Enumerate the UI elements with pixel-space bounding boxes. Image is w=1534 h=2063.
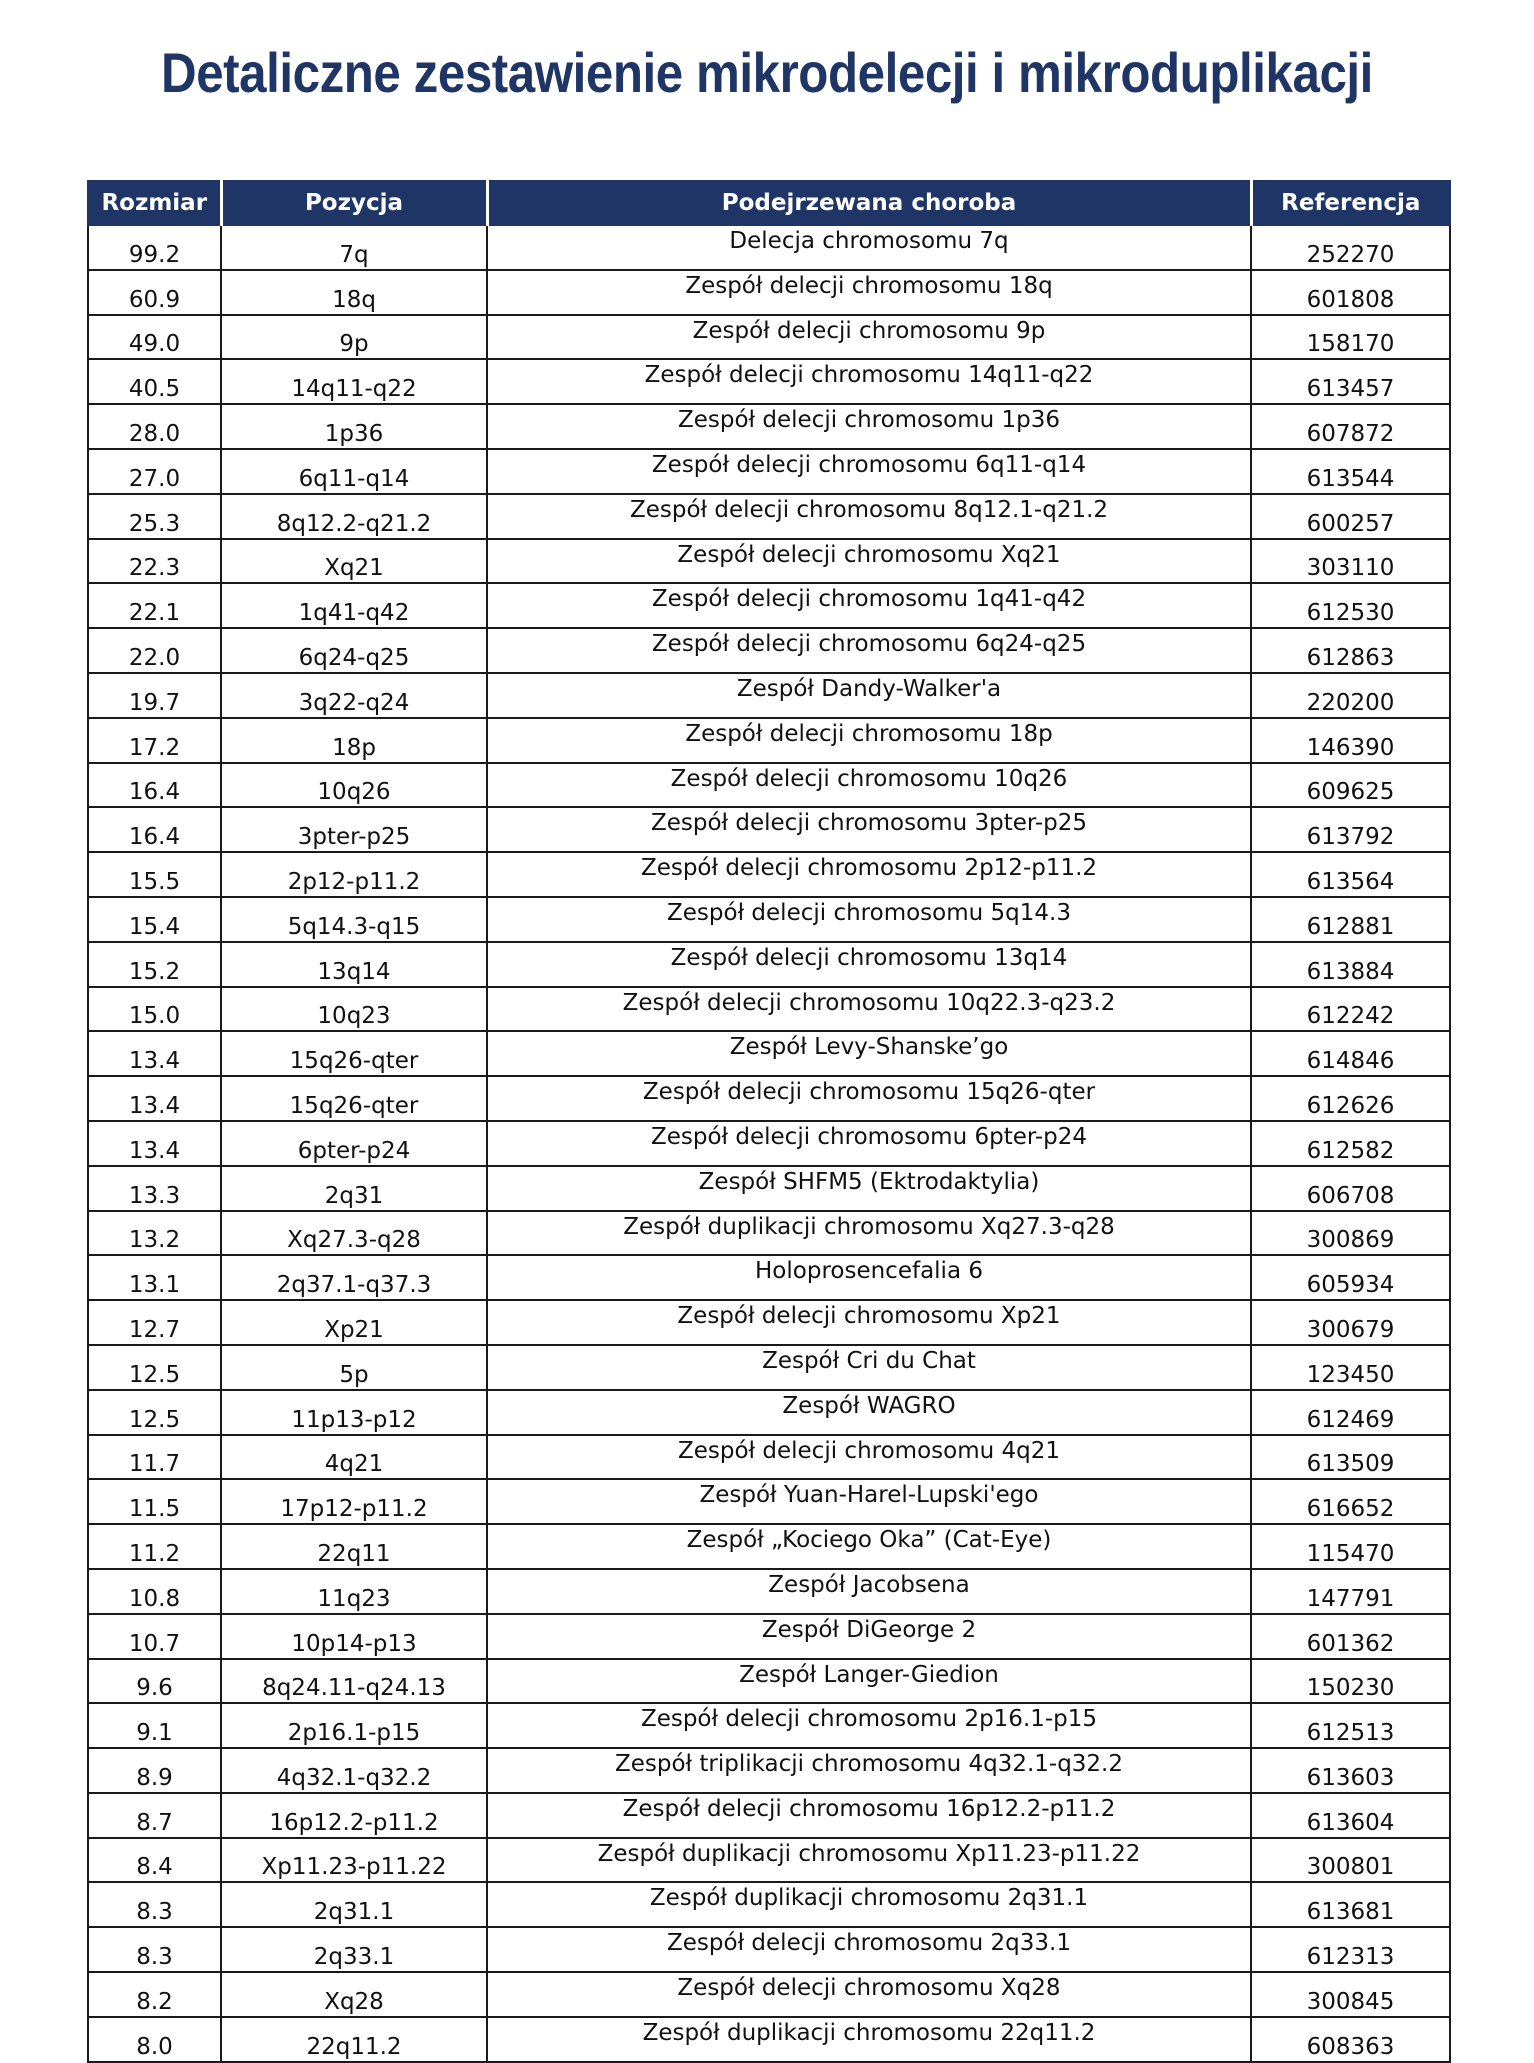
cell-reference: 612242 bbox=[1251, 987, 1450, 1032]
cell-position: 18p bbox=[221, 718, 487, 763]
cell-size: 8.3 bbox=[88, 1882, 221, 1927]
table-row bbox=[88, 1614, 1450, 1659]
cell-size: 9.1 bbox=[88, 1703, 221, 1748]
cell-reference: 612469 bbox=[1251, 1390, 1450, 1435]
page-title: Detaliczne zestawienie mikrodelecji i mikroduplikacji bbox=[161, 41, 1373, 104]
cell-reference: 613509 bbox=[1251, 1435, 1450, 1480]
cell-reference: 612863 bbox=[1251, 628, 1450, 673]
cell-position: 10p14-p13 bbox=[221, 1614, 487, 1659]
cell-position: 11q23 bbox=[221, 1569, 487, 1614]
table-row bbox=[88, 494, 1450, 539]
table-row bbox=[88, 539, 1450, 584]
cell-disease: Zespół duplikacji chromosomu 2q31.1 bbox=[487, 1882, 1251, 1927]
cell-size: 9.6 bbox=[88, 1659, 221, 1704]
table-row bbox=[88, 1882, 1450, 1927]
cell-disease: Holoprosencefalia 6 bbox=[487, 1255, 1251, 1300]
cell-position: 4q32.1-q32.2 bbox=[221, 1748, 487, 1793]
cell-size: 8.9 bbox=[88, 1748, 221, 1793]
cell-position: 2p16.1-p15 bbox=[221, 1703, 487, 1748]
cell-position: 3q22-q24 bbox=[221, 673, 487, 718]
table-row bbox=[88, 1435, 1450, 1480]
cell-size: 22.0 bbox=[88, 628, 221, 673]
cell-position: 4q21 bbox=[221, 1435, 487, 1480]
cell-disease: Zespół delecji chromosomu Xq28 bbox=[487, 1972, 1251, 2017]
cell-reference: 300845 bbox=[1251, 1972, 1450, 2017]
cell-disease: Zespół delecji chromosomu 4q21 bbox=[487, 1435, 1251, 1480]
cell-size: 19.7 bbox=[88, 673, 221, 718]
cell-reference: 601362 bbox=[1251, 1614, 1450, 1659]
cell-disease: Zespół delecji chromosomu 10q22.3-q23.2 bbox=[487, 987, 1251, 1032]
cell-reference: 612582 bbox=[1251, 1121, 1450, 1166]
cell-reference: 158170 bbox=[1251, 315, 1450, 360]
cell-disease: Zespół delecji chromosomu 16p12.2-p11.2 bbox=[487, 1793, 1251, 1838]
table-row bbox=[88, 1748, 1450, 1793]
cell-size: 15.4 bbox=[88, 897, 221, 942]
cell-disease: Zespół delecji chromosomu 13q14 bbox=[487, 942, 1251, 987]
table-row bbox=[88, 852, 1450, 897]
cell-size: 28.0 bbox=[88, 404, 221, 449]
cell-position: 1q41-q42 bbox=[221, 583, 487, 628]
cell-reference: 612881 bbox=[1251, 897, 1450, 942]
cell-position: Xp21 bbox=[221, 1300, 487, 1345]
cell-disease: Zespół delecji chromosomu 3pter-p25 bbox=[487, 807, 1251, 852]
cell-reference: 613792 bbox=[1251, 807, 1450, 852]
cell-disease: Zespół duplikacji chromosomu Xq27.3-q28 bbox=[487, 1211, 1251, 1256]
cell-reference: 220200 bbox=[1251, 673, 1450, 718]
cell-disease: Zespół delecji chromosomu 6q24-q25 bbox=[487, 628, 1251, 673]
cell-disease: Zespół Langer-Giedion bbox=[487, 1659, 1251, 1704]
cell-reference: 612313 bbox=[1251, 1927, 1450, 1972]
cell-size: 13.1 bbox=[88, 1255, 221, 1300]
cell-reference: 123450 bbox=[1251, 1345, 1450, 1390]
cell-size: 16.4 bbox=[88, 763, 221, 808]
cell-disease: Zespół delecji chromosomu 1q41-q42 bbox=[487, 583, 1251, 628]
cell-position: 17p12-p11.2 bbox=[221, 1479, 487, 1524]
table-row bbox=[88, 1345, 1450, 1390]
table-row bbox=[88, 897, 1450, 942]
cell-size: 27.0 bbox=[88, 449, 221, 494]
cell-reference: 612530 bbox=[1251, 583, 1450, 628]
cell-position: 16p12.2-p11.2 bbox=[221, 1793, 487, 1838]
cell-reference: 612513 bbox=[1251, 1703, 1450, 1748]
cell-size: 13.4 bbox=[88, 1031, 221, 1076]
cell-disease: Zespół delecji chromosomu Xq21 bbox=[487, 539, 1251, 584]
table-row bbox=[88, 359, 1450, 404]
table-row bbox=[88, 1524, 1450, 1569]
cell-size: 8.7 bbox=[88, 1793, 221, 1838]
cell-size: 11.2 bbox=[88, 1524, 221, 1569]
cell-position: Xq21 bbox=[221, 539, 487, 584]
cell-position: 10q26 bbox=[221, 763, 487, 808]
cell-position: 6q11-q14 bbox=[221, 449, 487, 494]
table-row bbox=[88, 987, 1450, 1032]
table-row bbox=[88, 718, 1450, 763]
table-row bbox=[88, 1972, 1450, 2017]
cell-reference: 613564 bbox=[1251, 852, 1450, 897]
table-row bbox=[88, 1121, 1450, 1166]
cell-disease: Zespół delecji chromosomu 8q12.1-q21.2 bbox=[487, 494, 1251, 539]
cell-size: 10.8 bbox=[88, 1569, 221, 1614]
table-row bbox=[88, 270, 1450, 315]
cell-position: 14q11-q22 bbox=[221, 359, 487, 404]
cell-reference: 613884 bbox=[1251, 942, 1450, 987]
cell-size: 8.3 bbox=[88, 1927, 221, 1972]
cell-size: 22.3 bbox=[88, 539, 221, 584]
table-row bbox=[88, 583, 1450, 628]
cell-reference: 614846 bbox=[1251, 1031, 1450, 1076]
table-header-row bbox=[88, 181, 1450, 225]
cell-disease: Zespół delecji chromosomu 6pter-p24 bbox=[487, 1121, 1251, 1166]
cell-reference: 613457 bbox=[1251, 359, 1450, 404]
table-body bbox=[88, 225, 1450, 2062]
table-row bbox=[88, 1211, 1450, 1256]
cell-position: 11p13-p12 bbox=[221, 1390, 487, 1435]
cell-position: 22q11.2 bbox=[221, 2017, 487, 2062]
cell-reference: 608363 bbox=[1251, 2017, 1450, 2062]
cell-reference: 600257 bbox=[1251, 494, 1450, 539]
cell-disease: Zespół Jacobsena bbox=[487, 1569, 1251, 1614]
cell-disease: Zespół delecji chromosomu 9p bbox=[487, 315, 1251, 360]
cell-disease: Zespół Cri du Chat bbox=[487, 1345, 1251, 1390]
microdeletion-table bbox=[87, 180, 1451, 2063]
cell-disease: Zespół duplikacji chromosomu Xp11.23-p11.22 bbox=[487, 1838, 1251, 1883]
header-size: Rozmiar bbox=[88, 181, 221, 225]
cell-disease: Zespół WAGRO bbox=[487, 1390, 1251, 1435]
table-row bbox=[88, 1390, 1450, 1435]
table-row bbox=[88, 1031, 1450, 1076]
cell-disease: Zespół delecji chromosomu 18q bbox=[487, 270, 1251, 315]
table-row bbox=[88, 404, 1450, 449]
cell-position: Xp11.23-p11.22 bbox=[221, 1838, 487, 1883]
cell-reference: 146390 bbox=[1251, 718, 1450, 763]
cell-size: 8.2 bbox=[88, 1972, 221, 2017]
cell-disease: Zespół delecji chromosomu 2p16.1-p15 bbox=[487, 1703, 1251, 1748]
cell-position: 6q24-q25 bbox=[221, 628, 487, 673]
cell-reference: 613603 bbox=[1251, 1748, 1450, 1793]
table-row bbox=[88, 1479, 1450, 1524]
cell-size: 12.5 bbox=[88, 1390, 221, 1435]
cell-disease: Zespół DiGeorge 2 bbox=[487, 1614, 1251, 1659]
table-row bbox=[88, 1793, 1450, 1838]
cell-position: 2p12-p11.2 bbox=[221, 852, 487, 897]
table-row bbox=[88, 942, 1450, 987]
cell-position: 10q23 bbox=[221, 987, 487, 1032]
cell-position: 2q31.1 bbox=[221, 1882, 487, 1927]
cell-position: Xq28 bbox=[221, 1972, 487, 2017]
header-position: Pozycja bbox=[221, 181, 487, 225]
table-row bbox=[88, 1076, 1450, 1121]
cell-size: 25.3 bbox=[88, 494, 221, 539]
cell-disease: Zespół triplikacji chromosomu 4q32.1-q32.2 bbox=[487, 1748, 1251, 1793]
cell-disease: Zespół duplikacji chromosomu 22q11.2 bbox=[487, 2017, 1251, 2062]
cell-disease: Zespół SHFM5 (Ektrodaktylia) bbox=[487, 1166, 1251, 1211]
cell-position: 8q12.2-q21.2 bbox=[221, 494, 487, 539]
cell-reference: 601808 bbox=[1251, 270, 1450, 315]
header-reference: Referencja bbox=[1251, 181, 1450, 225]
cell-position: 5p bbox=[221, 1345, 487, 1390]
table-row bbox=[88, 315, 1450, 360]
cell-reference: 606708 bbox=[1251, 1166, 1450, 1211]
cell-position: 9p bbox=[221, 315, 487, 360]
table-row bbox=[88, 1166, 1450, 1211]
table-row bbox=[88, 763, 1450, 808]
cell-size: 60.9 bbox=[88, 270, 221, 315]
cell-disease: Zespół Yuan-Harel-Lupski'ego bbox=[487, 1479, 1251, 1524]
table-row bbox=[88, 449, 1450, 494]
cell-size: 99.2 bbox=[88, 225, 221, 270]
cell-reference: 605934 bbox=[1251, 1255, 1450, 1300]
table-row bbox=[88, 807, 1450, 852]
cell-size: 12.7 bbox=[88, 1300, 221, 1345]
cell-disease: Zespół delecji chromosomu 2q33.1 bbox=[487, 1927, 1251, 1972]
cell-size: 8.0 bbox=[88, 2017, 221, 2062]
cell-size: 12.5 bbox=[88, 1345, 221, 1390]
cell-position: 7q bbox=[221, 225, 487, 270]
cell-disease: Zespół delecji chromosomu 6q11-q14 bbox=[487, 449, 1251, 494]
cell-disease: Zespół „Kociego Oka” (Cat-Eye) bbox=[487, 1524, 1251, 1569]
cell-position: 1p36 bbox=[221, 404, 487, 449]
cell-reference: 609625 bbox=[1251, 763, 1450, 808]
cell-disease: Zespół Dandy-Walker'a bbox=[487, 673, 1251, 718]
cell-size: 17.2 bbox=[88, 718, 221, 763]
header-disease: Podejrzewana choroba bbox=[487, 181, 1251, 225]
cell-reference: 150230 bbox=[1251, 1659, 1450, 1704]
cell-reference: 613544 bbox=[1251, 449, 1450, 494]
cell-position: 6pter-p24 bbox=[221, 1121, 487, 1166]
cell-position: 15q26-qter bbox=[221, 1031, 487, 1076]
cell-size: 15.5 bbox=[88, 852, 221, 897]
cell-disease: Zespół delecji chromosomu 5q14.3 bbox=[487, 897, 1251, 942]
cell-size: 15.0 bbox=[88, 987, 221, 1032]
cell-disease: Zespół delecji chromosomu 15q26-qter bbox=[487, 1076, 1251, 1121]
table-row bbox=[88, 1838, 1450, 1883]
cell-position: 5q14.3-q15 bbox=[221, 897, 487, 942]
table-row bbox=[88, 2017, 1450, 2062]
cell-disease: Zespół delecji chromosomu Xp21 bbox=[487, 1300, 1251, 1345]
cell-reference: 616652 bbox=[1251, 1479, 1450, 1524]
cell-position: 8q24.11-q24.13 bbox=[221, 1659, 487, 1704]
cell-size: 22.1 bbox=[88, 583, 221, 628]
cell-position: Xq27.3-q28 bbox=[221, 1211, 487, 1256]
cell-disease: Zespół delecji chromosomu 14q11-q22 bbox=[487, 359, 1251, 404]
cell-size: 8.4 bbox=[88, 1838, 221, 1883]
cell-reference: 613604 bbox=[1251, 1793, 1450, 1838]
cell-position: 2q33.1 bbox=[221, 1927, 487, 1972]
cell-size: 40.5 bbox=[88, 359, 221, 404]
cell-reference: 115470 bbox=[1251, 1524, 1450, 1569]
cell-size: 10.7 bbox=[88, 1614, 221, 1659]
cell-disease: Zespół delecji chromosomu 1p36 bbox=[487, 404, 1251, 449]
table-row bbox=[88, 1659, 1450, 1704]
cell-size: 13.3 bbox=[88, 1166, 221, 1211]
cell-reference: 147791 bbox=[1251, 1569, 1450, 1614]
cell-reference: 252270 bbox=[1251, 225, 1450, 270]
cell-size: 13.4 bbox=[88, 1076, 221, 1121]
table-row bbox=[88, 1703, 1450, 1748]
cell-position: 18q bbox=[221, 270, 487, 315]
cell-reference: 612626 bbox=[1251, 1076, 1450, 1121]
cell-reference: 300679 bbox=[1251, 1300, 1450, 1345]
cell-position: 22q11 bbox=[221, 1524, 487, 1569]
cell-reference: 303110 bbox=[1251, 539, 1450, 584]
cell-disease: Delecja chromosomu 7q bbox=[487, 225, 1251, 270]
table-row bbox=[88, 1255, 1450, 1300]
cell-size: 15.2 bbox=[88, 942, 221, 987]
cell-disease: Zespół Levy-Shanske’go bbox=[487, 1031, 1251, 1076]
cell-reference: 300869 bbox=[1251, 1211, 1450, 1256]
cell-position: 13q14 bbox=[221, 942, 487, 987]
table-row bbox=[88, 1300, 1450, 1345]
table-row bbox=[88, 225, 1450, 270]
cell-reference: 300801 bbox=[1251, 1838, 1450, 1883]
cell-disease: Zespół delecji chromosomu 10q26 bbox=[487, 763, 1251, 808]
cell-position: 3pter-p25 bbox=[221, 807, 487, 852]
cell-reference: 607872 bbox=[1251, 404, 1450, 449]
cell-disease: Zespół delecji chromosomu 2p12-p11.2 bbox=[487, 852, 1251, 897]
cell-size: 13.4 bbox=[88, 1121, 221, 1166]
cell-position: 2q37.1-q37.3 bbox=[221, 1255, 487, 1300]
cell-position: 2q31 bbox=[221, 1166, 487, 1211]
table-row bbox=[88, 1927, 1450, 1972]
table-row bbox=[88, 673, 1450, 718]
cell-size: 11.7 bbox=[88, 1435, 221, 1480]
cell-reference: 613681 bbox=[1251, 1882, 1450, 1927]
cell-size: 16.4 bbox=[88, 807, 221, 852]
cell-size: 49.0 bbox=[88, 315, 221, 360]
cell-size: 11.5 bbox=[88, 1479, 221, 1524]
cell-size: 13.2 bbox=[88, 1211, 221, 1256]
cell-disease: Zespół delecji chromosomu 18p bbox=[487, 718, 1251, 763]
table-row bbox=[88, 628, 1450, 673]
cell-position: 15q26-qter bbox=[221, 1076, 487, 1121]
table-row bbox=[88, 1569, 1450, 1614]
